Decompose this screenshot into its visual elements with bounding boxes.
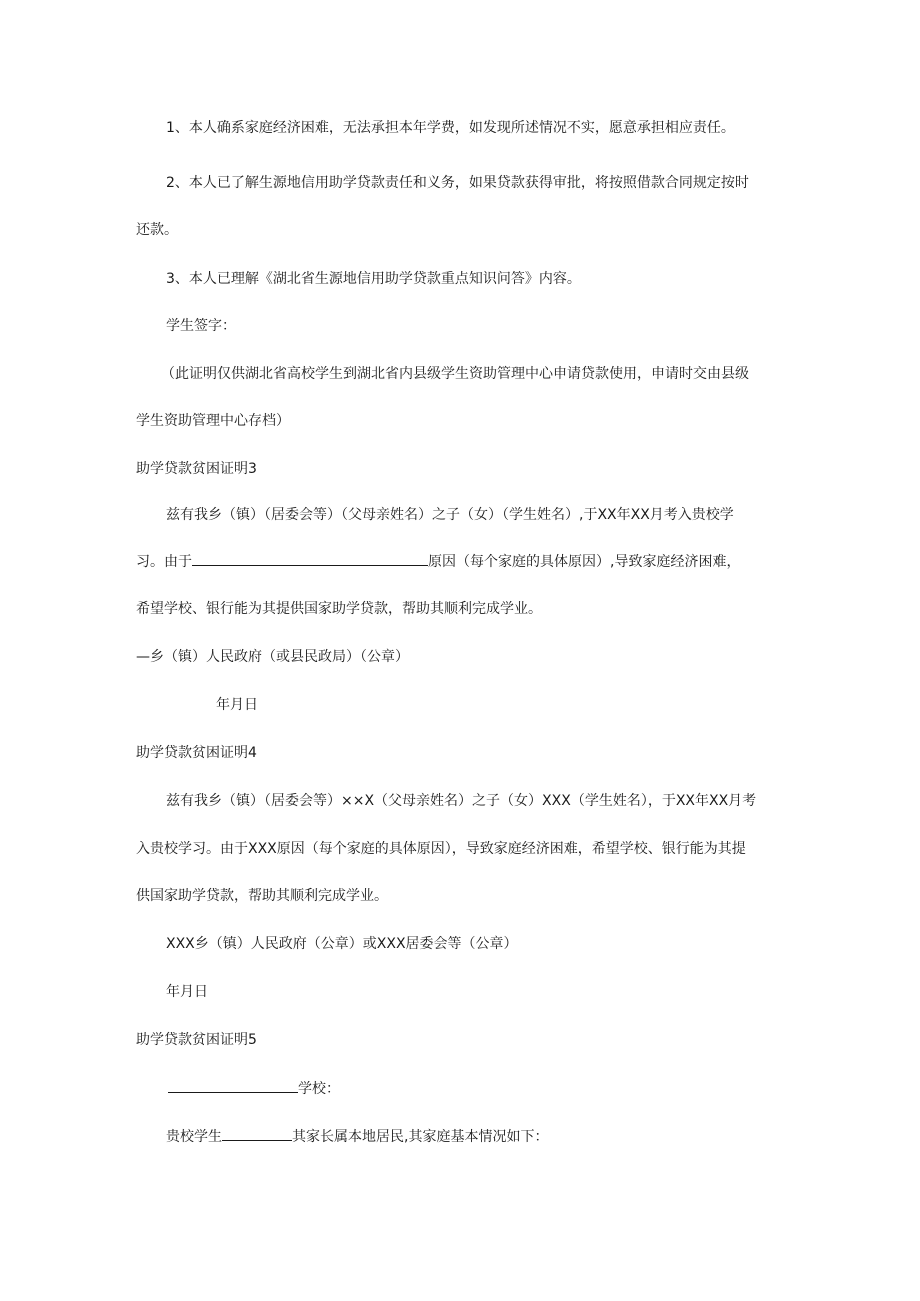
section-heading-3: 助学贷款贫困证明3	[136, 461, 257, 477]
student-signature-label: 学生签字：	[166, 318, 236, 334]
certificate-3-text-a: 习。由于	[136, 554, 192, 570]
commitment-item-2-line-1: 2、本人已了解生源地信用助学贷款责任和义务，如果贷款获得审批，将按照借款合同规定按时	[166, 175, 749, 191]
certificate-4-line-1: 兹有我乡（镇）（居委会等）××X（父母亲姓名）之子（女）XXX（学生姓名），于XX年XX月考	[166, 793, 757, 809]
certificate-5-line-2	[166, 1126, 548, 1146]
commitment-item-2-line-2: 还款。	[136, 222, 178, 238]
certificate-4-issuer: XXX乡（镇）人民政府（公章）或XXX居委会等（公章）	[166, 936, 518, 952]
family-info-text: 其家长属本地居民,其家庭基本情况如下：	[292, 1129, 549, 1145]
certificate-5-line-1	[168, 1078, 340, 1098]
section-heading-4: 助学贷款贫困证明4	[136, 745, 257, 761]
school-label: 学校：	[298, 1081, 340, 1097]
certificate-3-text-b: 原因（每个家庭的具体原因）,导致家庭经济困难，	[428, 554, 741, 570]
certificate-3-line-3: 希望学校、银行能为其提供国家助学贷款，帮助其顺利完成学业。	[136, 601, 542, 617]
usage-note-line-1: （此证明仅供湖北省高校学生到湖北省内县级学生资助管理中心申请贷款使用，申请时交由县级	[161, 366, 749, 382]
school-name-blank	[168, 1078, 298, 1093]
student-label: 贵校学生	[166, 1129, 222, 1145]
certificate-4-line-2: 入贵校学习。由于XXX原因（每个家庭的具体原因），导致家庭经济困难，希望学校、银行能为其提	[136, 841, 746, 857]
certificate-4-date: 年月日	[166, 984, 208, 1000]
commitment-item-3: 3、本人已理解《湖北省生源地信用助学贷款重点知识问答》内容。	[166, 271, 581, 287]
certificate-3-issuer: —乡（镇）人民政府（或县民政局）（公章）	[136, 649, 409, 665]
certificate-3-line-1: 兹有我乡（镇）（居委会等）（父母亲姓名）之子（女）（学生姓名）,于XX年XX月考入贵校学	[166, 507, 734, 523]
usage-note-line-2: 学生资助管理中心存档）	[136, 413, 290, 429]
student-name-blank	[222, 1126, 292, 1141]
reason-blank	[192, 551, 428, 566]
certificate-3-date: 年月日	[216, 697, 258, 713]
section-heading-5: 助学贷款贫困证明5	[136, 1032, 257, 1048]
certificate-3-line-2	[136, 551, 740, 571]
certificate-4-line-3: 供国家助学贷款，帮助其顺利完成学业。	[136, 888, 388, 904]
commitment-item-1: 1、本人确系家庭经济困难，无法承担本年学费，如发现所述情况不实，愿意承担相应责任。	[166, 120, 735, 136]
